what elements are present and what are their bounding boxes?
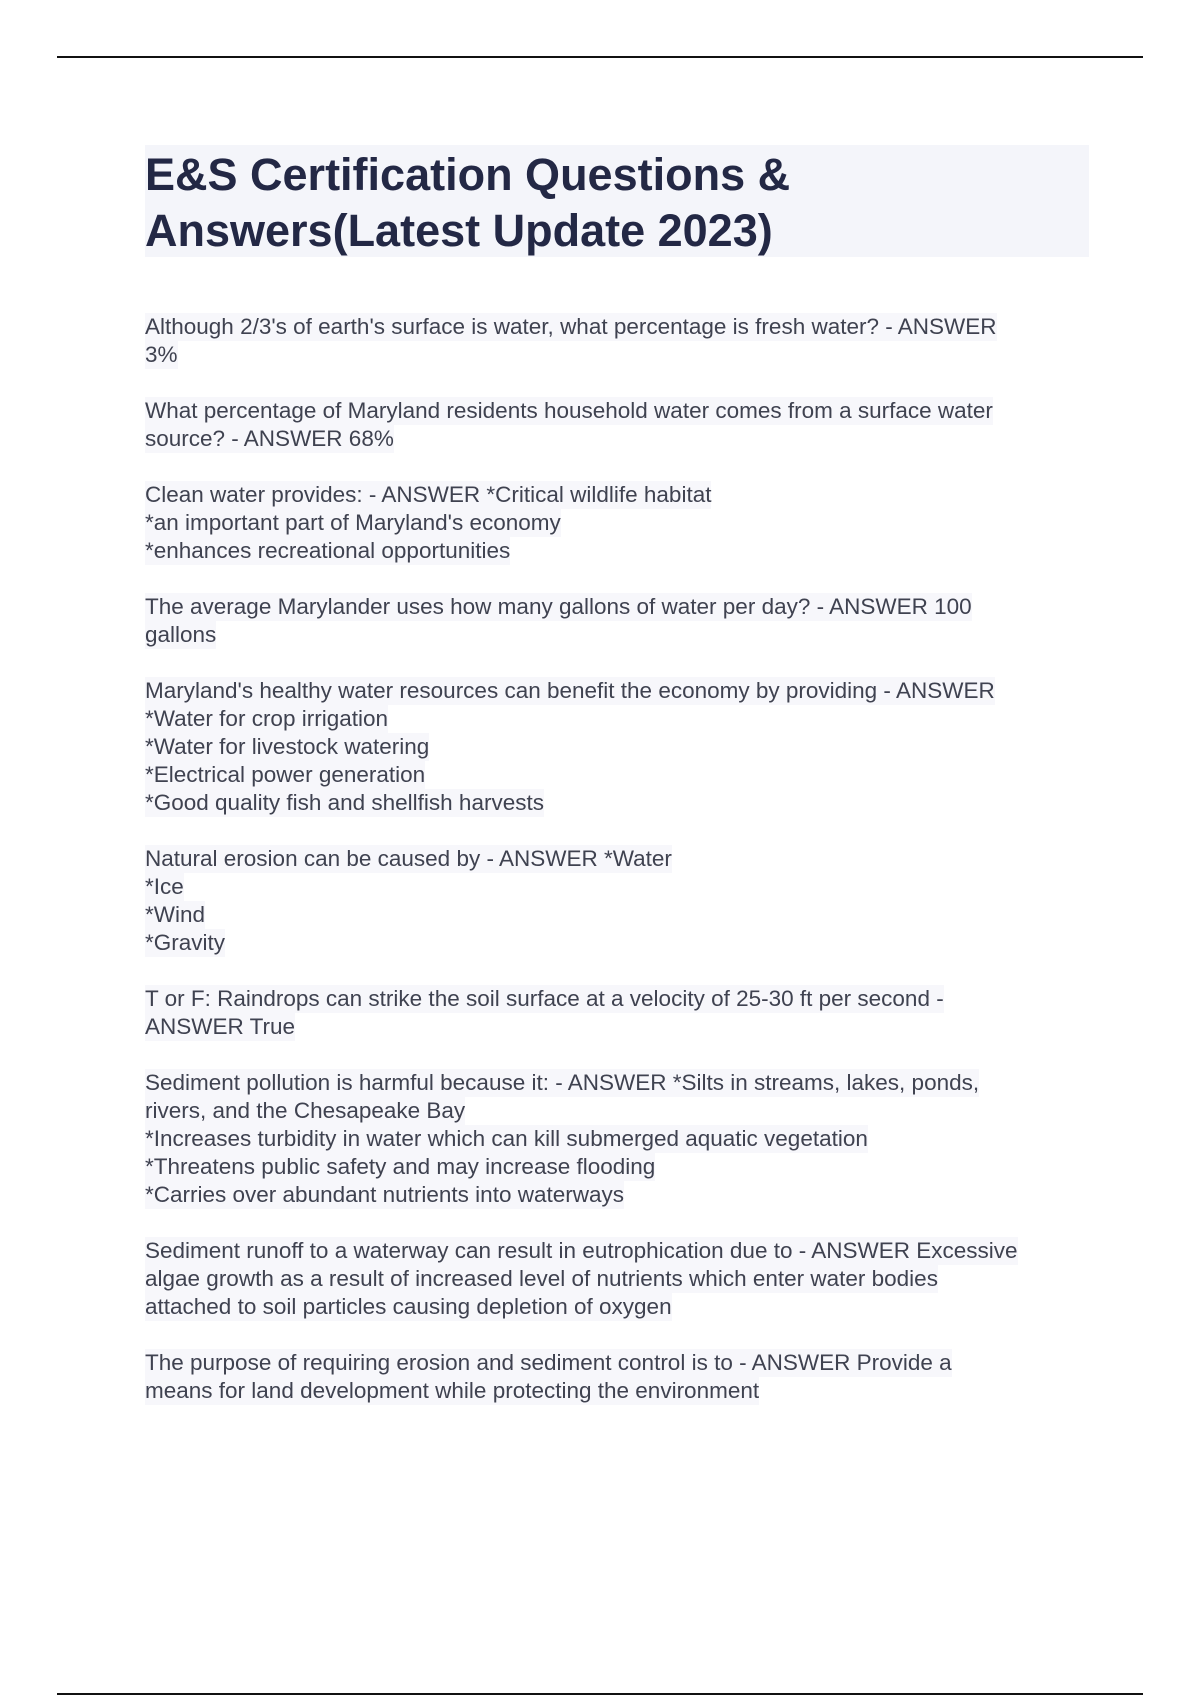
qa-item [145,985,1089,1041]
qa-list [145,313,1089,1433]
answer-line: *an important part of Maryland's economy [145,510,561,535]
answer-line: algae growth as a result of increased level of nutrients which enter water bodies [145,1266,938,1291]
qa-line-row [145,1237,1089,1265]
qa-line-row [145,733,1089,761]
answer-line: *Ice [145,874,184,899]
footer-rule [57,1693,1143,1695]
answer-line: means for land development while protecting the environment [145,1378,760,1403]
title-line: Answers(Latest Update 2023) [145,205,773,256]
qa-line-row [145,537,1089,565]
qa-line-row [145,873,1089,901]
qa-line-row [145,1293,1089,1321]
qa-line-row [145,705,1089,733]
qa-line-row [145,845,1089,873]
page-title [145,145,1089,259]
header-rule [57,56,1143,58]
question-text: Although 2/3's of earth's surface is water, what percentage is fresh water? - ANSWER [145,314,997,339]
answer-line: *Gravity [145,930,226,955]
answer-line: rivers, and the Chesapeake Bay [145,1098,466,1123]
qa-item [145,1237,1089,1321]
qa-line-row [145,313,1089,341]
answer-line: ANSWER True [145,1014,296,1039]
qa-line-row [145,593,1089,621]
qa-line-row [145,1069,1089,1097]
question-text: The purpose of requiring erosion and sediment control is to - ANSWER Provide a [145,1350,952,1375]
answer-line: *Increases turbidity in water which can kill submerged aquatic vegetation [145,1126,868,1151]
qa-line-row [145,341,1089,369]
title-line: E&S Certification Questions & [145,149,791,200]
title-block [145,145,1089,257]
answer-line: attached to soil particles causing depletion of oxygen [145,1294,672,1319]
answer-line: *Good quality fish and shellfish harvests [145,790,544,815]
qa-line-row [145,761,1089,789]
answer-line: 3% [145,342,178,367]
question-text: Sediment pollution is harmful because it: - ANSWER *Silts in streams, lakes, ponds, [145,1070,980,1095]
qa-line-row [145,985,1089,1013]
qa-line-row [145,481,1089,509]
question-text: The average Marylander uses how many gallons of water per day? - ANSWER 100 [145,594,972,619]
qa-item [145,397,1089,453]
qa-item [145,677,1089,817]
qa-item [145,1069,1089,1209]
question-text: Natural erosion can be caused by - ANSWER *Water [145,846,672,871]
qa-line-row [145,425,1089,453]
qa-item [145,845,1089,957]
question-text: Maryland's healthy water resources can benefit the economy by providing - ANSWER [145,678,995,703]
qa-line-row [145,677,1089,705]
qa-line-row [145,1265,1089,1293]
answer-line: *Threatens public safety and may increase flooding [145,1154,656,1179]
qa-line-row [145,1377,1089,1405]
qa-line-row [145,1349,1089,1377]
answer-line: gallons [145,622,217,647]
qa-line-row [145,1125,1089,1153]
question-text: What percentage of Maryland residents household water comes from a surface water [145,398,993,423]
question-text: T or F: Raindrops can strike the soil surface at a velocity of 25-30 ft per second - [145,986,944,1011]
qa-item [145,593,1089,649]
qa-item [145,481,1089,565]
qa-item [145,1349,1089,1405]
qa-line-row [145,397,1089,425]
answer-line: source? - ANSWER 68% [145,426,394,451]
qa-item [145,313,1089,369]
qa-line-row [145,1013,1089,1041]
answer-line: *Water for livestock watering [145,734,430,759]
answer-line: *Electrical power generation [145,762,426,787]
qa-line-row [145,901,1089,929]
qa-line-row [145,621,1089,649]
answer-line: *Carries over abundant nutrients into waterways [145,1182,624,1207]
answer-line: *Wind [145,902,206,927]
qa-line-row [145,789,1089,817]
answer-line: *enhances recreational opportunities [145,538,511,563]
question-text: Clean water provides: - ANSWER *Critical wildlife habitat [145,482,712,507]
qa-line-row [145,1097,1089,1125]
qa-line-row [145,509,1089,537]
qa-line-row [145,1181,1089,1209]
answer-line: *Water for crop irrigation [145,706,388,731]
qa-line-row [145,929,1089,957]
question-text: Sediment runoff to a waterway can result in eutrophication due to - ANSWER Excessive [145,1238,1018,1263]
qa-line-row [145,1153,1089,1181]
